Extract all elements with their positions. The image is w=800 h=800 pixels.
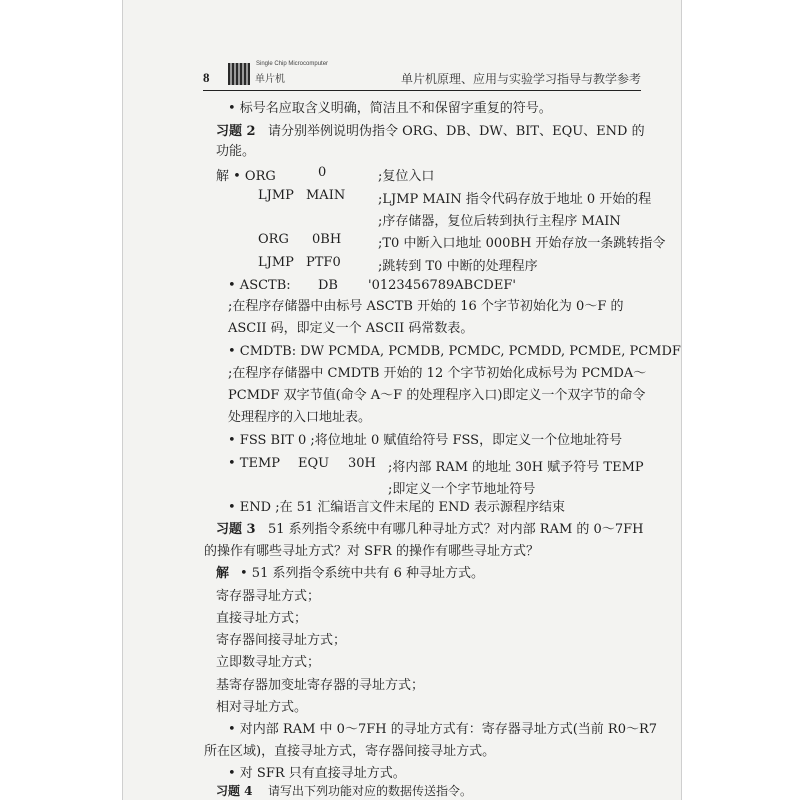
code-operator: ORG xyxy=(258,232,289,247)
code-operand: MAIN xyxy=(306,188,346,203)
text-line: 基寄存器加变址寄存器的寻址方式； xyxy=(216,678,425,693)
code-operator: DB xyxy=(318,278,338,293)
exercise-label: 习题 4 xyxy=(216,784,253,798)
code-label: • TEMP xyxy=(228,456,281,471)
text-line: 寄存器寻址方式； xyxy=(216,589,321,604)
text-line: 请写出下列功能对应的数据传送指令。 xyxy=(268,784,473,798)
code-operand: '0123456789ABCDEF' xyxy=(368,278,516,293)
solution-label: 解 xyxy=(216,566,230,581)
logo-icon xyxy=(228,63,250,85)
text-line: • CMDTB: DW PCMDA, PCMDB, PCMDC, PCMDD, PCMDE, PCMDF xyxy=(228,344,681,359)
running-title: 单片机原理、应用与实验学习指导与教学参考 xyxy=(400,72,641,86)
text-line: ASCII 码，即定义一个 ASCII 码常数表。 xyxy=(228,321,474,336)
text-line: ;在程序存储器中 CMDTB 开始的 12 个字节初始化成标号为 PCMDA～ xyxy=(228,366,647,381)
logo xyxy=(228,60,329,86)
text-line: • END ;在 51 汇编语言文件末尾的 END 表示源程序结束 xyxy=(228,500,565,515)
text-line: 处理程序的入口地址表。 xyxy=(228,410,372,425)
page-number: 8 xyxy=(203,70,210,85)
text-line: • 对内部 RAM 中 0～7FH 的寻址方式有：寄存器寻址方式(当前 R0～R7 xyxy=(228,722,658,737)
text-line: 功能。 xyxy=(216,144,256,159)
code-comment: ;LJMP MAIN 指令代码存放于地址 0 开始的程 xyxy=(378,192,652,207)
exercise-label: 习题 3 xyxy=(216,522,256,537)
code-operand: PTF0 xyxy=(306,255,341,270)
code-operand: 0BH xyxy=(312,232,342,247)
code-comment: ;将内部 RAM 的地址 30H 赋予符号 TEMP xyxy=(388,460,644,475)
text-line: 直接寻址方式； xyxy=(216,611,308,626)
code-comment: ;序存储器，复位后转到执行主程序 MAIN xyxy=(378,214,621,229)
text-line: 寄存器间接寻址方式； xyxy=(216,633,347,648)
exercise-label: 习题 2 xyxy=(216,124,256,139)
text-line: 所在区域)，直接寻址方式，寄存器间接寻址方式。 xyxy=(204,744,496,759)
text-line: • FSS BIT 0 ;将位地址 0 赋值给符号 FSS，即定义一个位地址符号 xyxy=(228,433,623,448)
logo-chinese: 单片机 xyxy=(255,74,285,85)
text-line: • 51 系列指令系统中共有 6 种寻址方式。 xyxy=(240,566,485,581)
text-line: 相对寻址方式。 xyxy=(216,700,308,715)
text-line: 立即数寻址方式； xyxy=(216,655,321,670)
code-operand: 0 xyxy=(318,165,327,180)
code-label: • ASCTB: xyxy=(228,278,291,293)
code-operator: LJMP xyxy=(258,188,294,203)
text-line: 的操作有哪些寻址方式？对 SFR 的操作有哪些寻址方式？ xyxy=(204,544,539,559)
code-operator: EQU xyxy=(298,456,330,471)
page-header xyxy=(203,58,641,88)
text-line: • 对 SFR 只有直接寻址方式。 xyxy=(228,766,406,781)
code-comment: ;T0 中断入口地址 000BH 开始存放一条跳转指令 xyxy=(378,236,666,251)
header-rule xyxy=(203,90,641,91)
text-line: ;在程序存储器中由标号 ASCTB 开始的 16 个字节初始化为 0～F 的 xyxy=(228,299,624,314)
text-line: 请分别举例说明伪指令 ORG、DB、DW、BIT、EQU、END 的 xyxy=(268,124,645,139)
text-line: 51 系列指令系统中有哪几种寻址方式？对内部 RAM 的 0～7FH xyxy=(268,522,644,537)
text-line: PCMDF 双字节值(命令 A～F 的处理程序入口)即定义一个双字节的命令 xyxy=(228,388,646,403)
code-operator: LJMP xyxy=(258,255,294,270)
code-operand: 30H xyxy=(348,456,376,471)
logo-english: Single Chip Microcomputer xyxy=(256,61,329,67)
code-comment: ;复位入口 xyxy=(378,169,435,184)
code-comment: ;跳转到 T0 中断的处理程序 xyxy=(378,259,538,274)
text-line: • 标号名应取含义明确，简洁且不和保留字重复的符号。 xyxy=(228,101,552,116)
code-comment: ;即定义一个字节地址符号 xyxy=(388,482,536,497)
code-operator: 解 • ORG xyxy=(216,169,276,184)
